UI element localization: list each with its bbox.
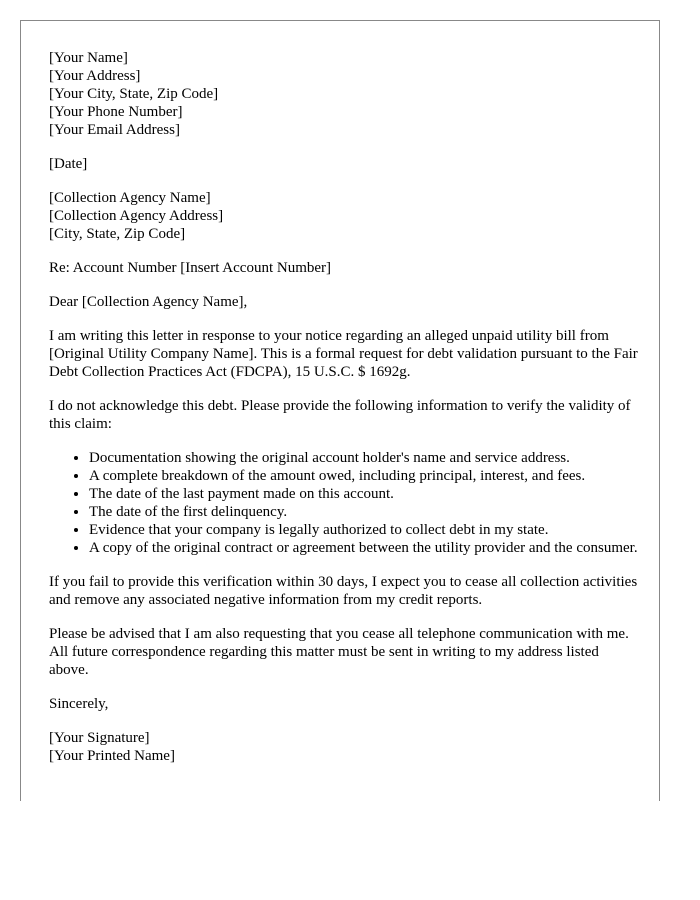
date-line: [Date] bbox=[49, 156, 88, 172]
list-item: • A complete breakdown of the amount owed, including principal, interest, and fees. bbox=[89, 467, 639, 485]
letter-body bbox=[49, 49, 639, 765]
list-item: • Documentation showing the original account holder's name and service address. bbox=[89, 449, 639, 467]
recipient-city-state-zip: [City, State, Zip Code] bbox=[49, 226, 186, 242]
salutation: Dear [Collection Agency Name], bbox=[49, 294, 248, 310]
deadline-paragraph: If you fail to provide this verification within 30 days, I expect you to cease all collection activities and remove any associated negative information from my credit reports. bbox=[49, 574, 638, 608]
sender-city-state-zip: [Your City, State, Zip Code] bbox=[49, 86, 219, 102]
recipient-block bbox=[49, 189, 639, 243]
printed-name: [Your Printed Name] bbox=[49, 748, 175, 764]
sender-address: [Your Address] bbox=[49, 68, 141, 84]
signature-line: [Your Signature] bbox=[49, 730, 150, 746]
list-item: • The date of the last payment made on this account. bbox=[89, 485, 639, 503]
list-item: • A copy of the original contract or agreement between the utility provider and the consumer. bbox=[89, 539, 639, 557]
intro-paragraph: I am writing this letter in response to your notice regarding an alleged unpaid utility bill from [Original Utility Company Name]. This is a formal request for debt validation pursuant to the Fair Debt Collection Practices Act (FDCPA), 15 U.S.C. $ 1692g. bbox=[49, 328, 638, 380]
requested-items-list bbox=[49, 449, 639, 557]
communication-paragraph: Please be advised that I am also requesting that you cease all telephone communication with me. All future correspondence regarding this matter must be sent in writing to my address listed above. bbox=[49, 626, 629, 678]
recipient-address: [Collection Agency Address] bbox=[49, 208, 224, 224]
sender-phone: [Your Phone Number] bbox=[49, 104, 183, 120]
sender-name: [Your Name] bbox=[49, 50, 128, 66]
signature-block bbox=[49, 729, 639, 765]
re-line: Re: Account Number [Insert Account Number] bbox=[49, 260, 332, 276]
list-item: • Evidence that your company is legally authorized to collect debt in my state. bbox=[89, 521, 639, 539]
sender-email: [Your Email Address] bbox=[49, 122, 180, 138]
recipient-name: [Collection Agency Name] bbox=[49, 190, 211, 206]
list-item: • The date of the first delinquency. bbox=[89, 503, 639, 521]
sender-block bbox=[49, 49, 639, 139]
closing: Sincerely, bbox=[49, 696, 109, 712]
request-paragraph: I do not acknowledge this debt. Please provide the following information to verify the validity of this claim: bbox=[49, 398, 631, 432]
letter-page bbox=[20, 20, 660, 801]
